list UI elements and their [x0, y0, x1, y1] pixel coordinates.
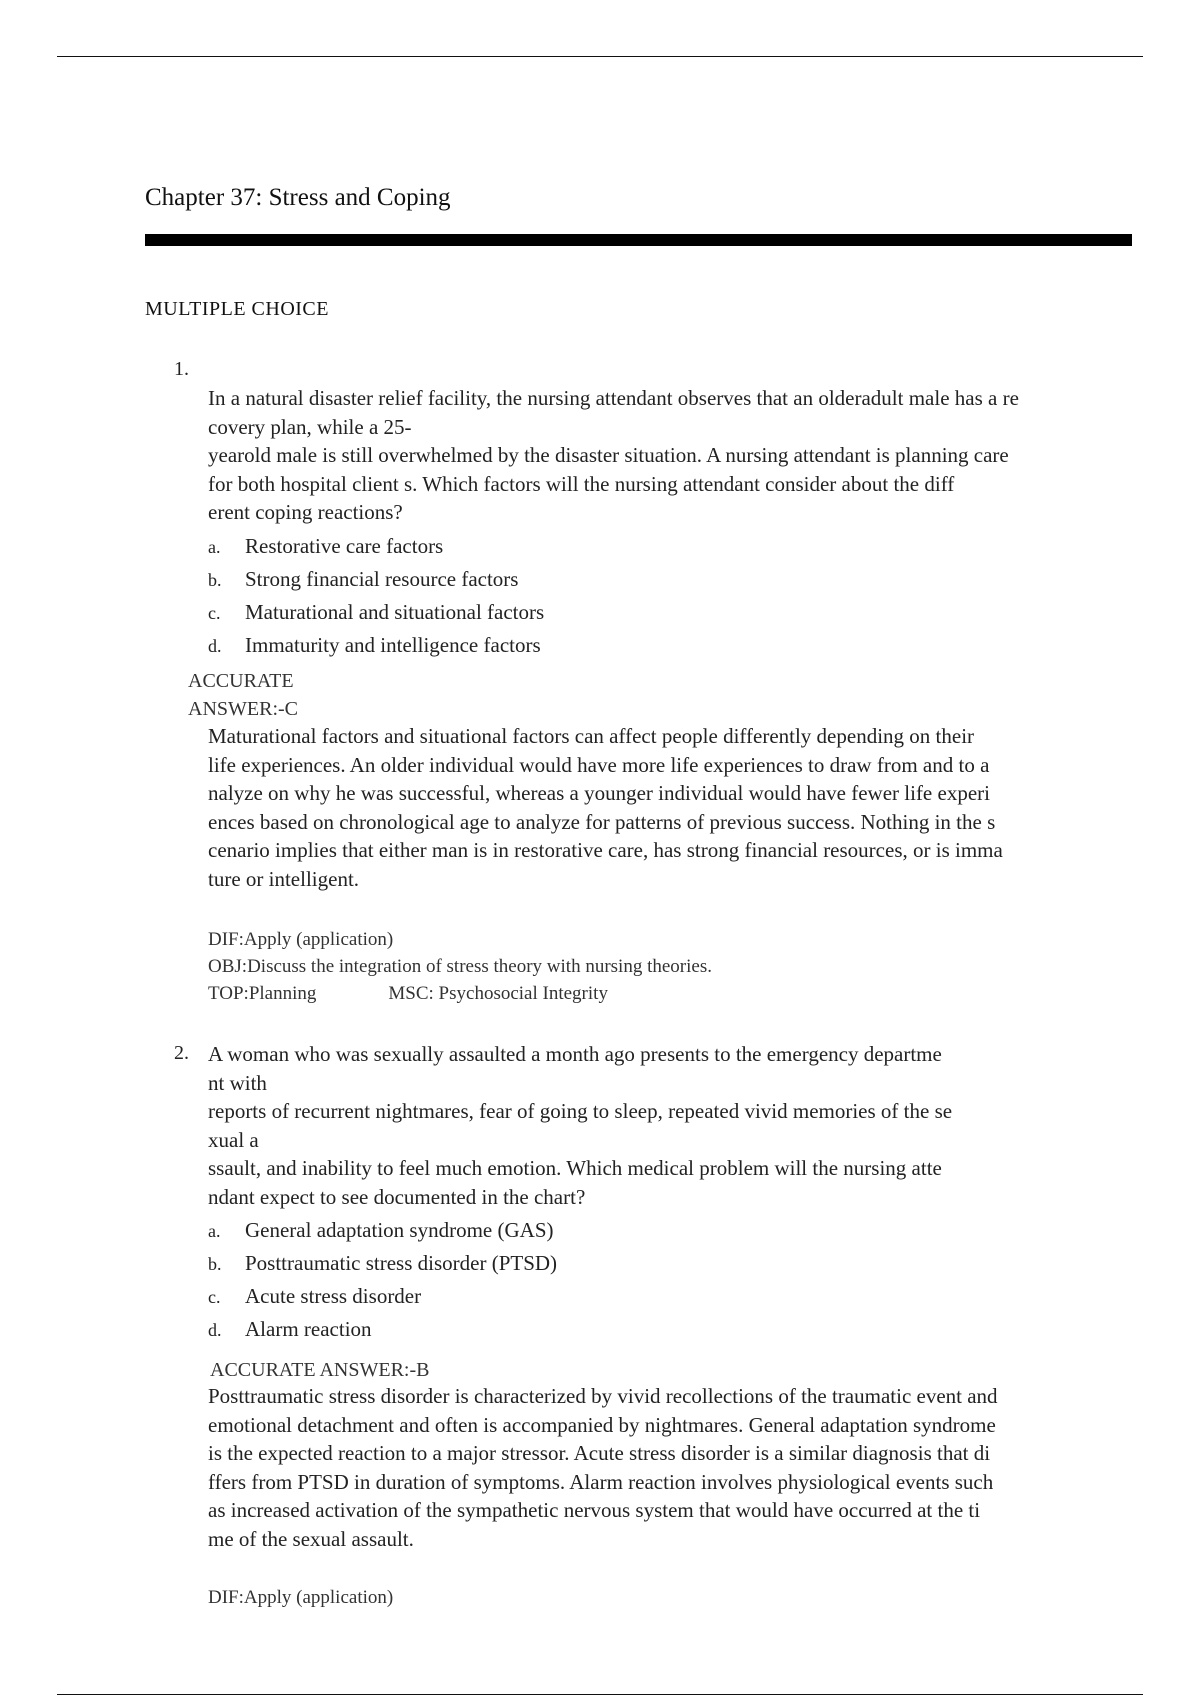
question-1-metadata — [208, 926, 712, 1007]
question-2-metadata — [208, 1584, 393, 1611]
answer-line: ACCURATE — [188, 670, 294, 692]
rationale-line: Posttraumatic stress disorder is characterized by vivid recollections of the traumatic event and — [208, 1384, 998, 1408]
question-2-rationale — [208, 1382, 998, 1553]
rationale-line: ffers from PTSD in duration of symptoms. Alarm reaction involves physiological events such — [208, 1469, 994, 1494]
stem-line: ssault, and inability to feel much emotion. Which medical problem will the nursing atte — [208, 1156, 942, 1180]
choice-d — [208, 629, 544, 662]
rationale-line: emotional detachment and often is accompanied by nightmares. General adaptation syndrome — [208, 1412, 996, 1437]
stem-line: yearold male is still overwhelmed by the disaster situation. A nursing attendant is planning care — [208, 443, 1009, 467]
rationale-line: nalyze on why he was successful, whereas a younger individual would have fewer life experi — [208, 781, 990, 805]
rationale-line: life experiences. An older individual would have more life experiences to draw from and to a — [208, 752, 990, 777]
choice-a — [208, 1214, 557, 1247]
question-2-stem — [208, 1040, 952, 1211]
chapter-title: Chapter 37: Stress and Coping — [145, 184, 451, 211]
question-1-choices — [208, 530, 544, 662]
choice-letter: a. — [208, 1221, 221, 1241]
stem-line: covery plan, while a 25- — [208, 414, 412, 439]
rationale-line: ture or intelligent. — [208, 866, 360, 891]
question-1-rationale — [208, 722, 1003, 893]
choice-text: Acute stress disorder — [245, 1284, 422, 1308]
choice-letter: b. — [208, 570, 222, 590]
rationale-line: cenario implies that either man is in restorative care, has strong financial resources, or is imma — [208, 838, 1003, 862]
choice-c — [208, 596, 544, 629]
rationale-line: me of the sexual assault. — [208, 1526, 414, 1551]
question-2-answer: ACCURATE ANSWER:-B — [210, 1359, 430, 1381]
choice-letter: c. — [208, 603, 221, 623]
choice-c — [208, 1280, 557, 1313]
choice-text: Immaturity and intelligence factors — [245, 633, 541, 657]
rationale-line: ences based on chronological age to analyze for patterns of previous success. Nothing in the s — [208, 809, 996, 834]
msc: MSC: Psychosocial Integrity — [388, 983, 608, 1004]
topic: TOP:Planning — [208, 983, 317, 1004]
topic-msc-row — [208, 980, 712, 1007]
question-1-answer — [188, 667, 298, 723]
rationale-line: is the expected reaction to a major stressor. Acute stress disorder is a similar diagnosis that di — [208, 1441, 991, 1465]
choice-letter: d. — [208, 1320, 222, 1340]
difficulty: DIF:Apply (application) — [208, 929, 394, 950]
question-2-choices — [208, 1214, 557, 1346]
stem-line: A woman who was sexually assaulted a month ago presents to the emergency departme — [208, 1042, 942, 1066]
choice-text: Posttraumatic stress disorder (PTSD) — [245, 1251, 558, 1275]
stem-line: In a natural disaster relief facility, the nursing attendant observes that an olderadult male has a re — [208, 386, 1019, 410]
choice-b — [208, 1247, 557, 1280]
top-rule — [57, 56, 1143, 57]
choice-text: Maturational and situational factors — [245, 600, 545, 624]
stem-line: for both hospital client s. Which factors will the nursing attendant consider about the diff — [208, 471, 955, 496]
answer-line: ANSWER:-C — [188, 698, 298, 720]
difficulty: DIF:Apply (application) — [208, 1587, 394, 1608]
bottom-rule — [57, 1694, 1143, 1695]
choice-text: Strong financial resource factors — [245, 567, 519, 591]
choice-d — [208, 1313, 557, 1346]
choice-letter: a. — [208, 537, 221, 557]
rationale-line: as increased activation of the sympathetic nervous system that would have occurred at the ti — [208, 1498, 981, 1522]
objective: OBJ:Discuss the integration of stress theory with nursing theories. — [208, 956, 712, 977]
section-label: MULTIPLE CHOICE — [145, 298, 329, 320]
title-divider — [145, 234, 1132, 246]
choice-letter: c. — [208, 1287, 221, 1307]
choice-text: Alarm reaction — [245, 1317, 372, 1341]
rationale-line: Maturational factors and situational factors can affect people differently depending on their — [208, 724, 975, 748]
choice-a — [208, 530, 544, 563]
choice-b — [208, 563, 544, 596]
stem-line: reports of recurrent nightmares, fear of going to sleep, repeated vivid memories of the se — [208, 1099, 953, 1123]
question-2-number: 2. — [174, 1042, 189, 1064]
choice-text: Restorative care factors — [245, 534, 444, 558]
question-1-number: 1. — [174, 358, 189, 380]
stem-line: xual a — [208, 1127, 259, 1152]
stem-line: ndant expect to see documented in the chart? — [208, 1184, 586, 1209]
question-1-stem — [208, 384, 1019, 527]
stem-line: erent coping reactions? — [208, 500, 403, 524]
choice-letter: b. — [208, 1254, 222, 1274]
stem-line: nt with — [208, 1070, 267, 1095]
choice-letter: d. — [208, 636, 222, 656]
choice-text: General adaptation syndrome (GAS) — [245, 1218, 554, 1242]
